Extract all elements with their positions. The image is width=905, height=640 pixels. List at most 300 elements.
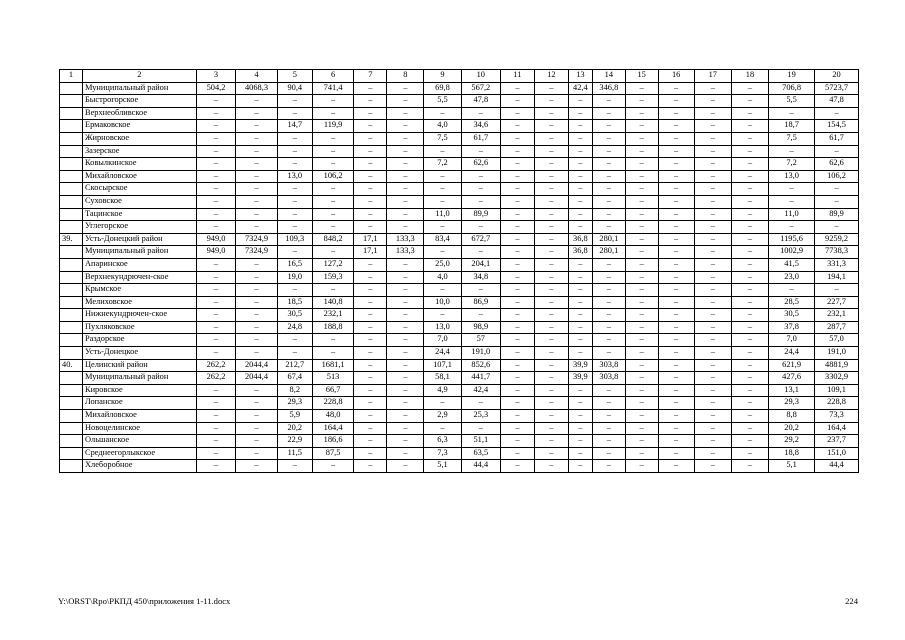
table-cell: –	[501, 107, 535, 120]
table-cell: –	[534, 347, 568, 360]
row-name: Ермаковское	[82, 120, 196, 133]
table-cell: –	[534, 321, 568, 334]
table-cell: –	[658, 183, 694, 196]
table-cell: 66,7	[312, 384, 354, 397]
table-cell: –	[196, 183, 235, 196]
table-cell: –	[731, 384, 768, 397]
row-name: Верхнеобливское	[82, 107, 196, 120]
table-row	[60, 460, 859, 473]
table-cell: 87,5	[312, 447, 354, 460]
column-header: 9	[424, 70, 461, 83]
table-cell: –	[534, 410, 568, 423]
table-cell: –	[769, 221, 815, 234]
table-cell: –	[658, 422, 694, 435]
table-cell: 30,5	[277, 309, 312, 322]
table-cell: –	[534, 460, 568, 473]
table-cell: 5,5	[769, 95, 815, 108]
table-cell: –	[625, 258, 658, 271]
table-cell: –	[534, 221, 568, 234]
table-cell: –	[534, 447, 568, 460]
table-cell: –	[694, 107, 731, 120]
table-cell: –	[501, 82, 535, 95]
table-cell: –	[534, 120, 568, 133]
table-cell: 24,8	[277, 321, 312, 334]
row-name: Михайловское	[82, 170, 196, 183]
row-name: Хлеборобное	[82, 460, 196, 473]
table-cell: –	[501, 95, 535, 108]
table-cell: –	[658, 334, 694, 347]
table-cell: –	[731, 460, 768, 473]
table-cell: 2044,4	[236, 359, 278, 372]
table-cell: 127,2	[312, 258, 354, 271]
table-cell: –	[769, 284, 815, 297]
table-cell: –	[625, 170, 658, 183]
table-cell: –	[501, 410, 535, 423]
table-cell: 2,9	[424, 410, 461, 423]
table-cell: –	[236, 95, 278, 108]
table-cell: –	[694, 95, 731, 108]
column-header: 6	[312, 70, 354, 83]
row-name: Жирновское	[82, 132, 196, 145]
table-cell: 513	[312, 372, 354, 385]
table-cell: –	[592, 384, 625, 397]
table-cell: –	[568, 258, 592, 271]
table-cell: 4,0	[424, 120, 461, 133]
table-cell: –	[501, 158, 535, 171]
table-cell: –	[354, 321, 387, 334]
table-cell: –	[354, 132, 387, 145]
table-cell: –	[731, 221, 768, 234]
table-cell: –	[424, 145, 461, 158]
row-name: Усть-Донецкий район	[82, 233, 196, 246]
table-cell: –	[694, 397, 731, 410]
table-cell: –	[387, 410, 424, 423]
table-row	[60, 208, 859, 221]
table-cell: –	[387, 120, 424, 133]
table-cell: 39,9	[568, 359, 592, 372]
table-cell: 83,4	[424, 233, 461, 246]
table-cell: 228,8	[312, 397, 354, 410]
table-cell: –	[424, 221, 461, 234]
table-cell: –	[312, 246, 354, 259]
table-cell: –	[731, 435, 768, 448]
table-cell: 4,9	[424, 384, 461, 397]
table-cell: –	[196, 145, 235, 158]
table-cell: –	[592, 296, 625, 309]
table-cell: –	[625, 447, 658, 460]
table-cell: –	[731, 170, 768, 183]
table-cell: –	[694, 309, 731, 322]
table-cell: –	[731, 246, 768, 259]
table-cell: 106,2	[312, 170, 354, 183]
table-cell: –	[354, 145, 387, 158]
table-cell: –	[592, 271, 625, 284]
table-row	[60, 120, 859, 133]
row-number	[60, 372, 83, 385]
table-cell: 7,2	[769, 158, 815, 171]
table-cell: –	[354, 208, 387, 221]
table-cell: –	[196, 284, 235, 297]
table-cell: 7324,9	[236, 246, 278, 259]
table-cell: –	[501, 233, 535, 246]
table-cell: –	[236, 120, 278, 133]
table-cell: 5,1	[424, 460, 461, 473]
table-row	[60, 107, 859, 120]
table-cell: –	[501, 334, 535, 347]
table-cell: –	[312, 208, 354, 221]
table-cell: –	[196, 410, 235, 423]
table-cell: 17,1	[354, 233, 387, 246]
table-row	[60, 435, 859, 448]
table-cell: –	[277, 132, 312, 145]
table-row	[60, 309, 859, 322]
table-cell: –	[277, 208, 312, 221]
table-cell: –	[354, 397, 387, 410]
table-cell: –	[658, 435, 694, 448]
table-cell: 47,8	[815, 95, 859, 108]
table-cell: –	[694, 384, 731, 397]
row-number	[60, 208, 83, 221]
table-cell: –	[592, 334, 625, 347]
table-cell: –	[731, 233, 768, 246]
row-name: Верхнекундрючен-ское	[82, 271, 196, 284]
table-cell: –	[501, 435, 535, 448]
table-cell: –	[196, 120, 235, 133]
table-cell: –	[658, 397, 694, 410]
table-cell: 4881,9	[815, 359, 859, 372]
table-cell: –	[501, 284, 535, 297]
table-cell: 133,3	[387, 246, 424, 259]
table-cell: –	[731, 132, 768, 145]
table-cell: –	[731, 258, 768, 271]
table-cell: –	[731, 284, 768, 297]
table-cell: –	[196, 460, 235, 473]
table-cell: 63,5	[461, 447, 500, 460]
column-header: 15	[625, 70, 658, 83]
row-number	[60, 107, 83, 120]
table-cell: –	[625, 397, 658, 410]
table-cell: 44,4	[815, 460, 859, 473]
table-cell: –	[354, 422, 387, 435]
table-cell: –	[424, 309, 461, 322]
table-row	[60, 145, 859, 158]
table-cell: –	[236, 158, 278, 171]
table-cell: –	[387, 95, 424, 108]
table-cell: –	[694, 422, 731, 435]
table-cell: 212,7	[277, 359, 312, 372]
table-cell: –	[815, 195, 859, 208]
table-cell: 109,1	[815, 384, 859, 397]
table-cell: –	[312, 460, 354, 473]
table-cell: 28,5	[769, 296, 815, 309]
table-cell: 89,9	[461, 208, 500, 221]
table-cell: 741,4	[312, 82, 354, 95]
table-cell: –	[769, 183, 815, 196]
table-cell: 287,7	[815, 321, 859, 334]
table-cell: –	[625, 384, 658, 397]
table-cell: –	[568, 195, 592, 208]
table-cell: –	[534, 95, 568, 108]
table-cell: –	[731, 372, 768, 385]
table-cell: –	[694, 296, 731, 309]
table-cell: –	[731, 410, 768, 423]
table-cell: 949,0	[196, 233, 235, 246]
table-cell: 24,4	[769, 347, 815, 360]
table-row	[60, 221, 859, 234]
table-cell: –	[534, 233, 568, 246]
row-name: Новоцелинское	[82, 422, 196, 435]
row-number	[60, 170, 83, 183]
table-cell: –	[236, 145, 278, 158]
table-cell: 164,4	[815, 422, 859, 435]
table-cell: –	[592, 347, 625, 360]
table-cell: 567,2	[461, 82, 500, 95]
table-cell: –	[568, 120, 592, 133]
table-cell: –	[501, 271, 535, 284]
table-cell: 280,1	[592, 233, 625, 246]
table-cell: –	[625, 208, 658, 221]
table-cell: –	[196, 132, 235, 145]
table-cell: –	[658, 170, 694, 183]
table-cell: –	[312, 183, 354, 196]
table-cell: –	[731, 397, 768, 410]
table-cell: –	[694, 410, 731, 423]
table-cell: –	[534, 158, 568, 171]
table-cell: 23,0	[769, 271, 815, 284]
table-cell: –	[534, 258, 568, 271]
table-cell: –	[592, 107, 625, 120]
table-cell: –	[387, 158, 424, 171]
table-cell: –	[534, 271, 568, 284]
table-cell: –	[424, 422, 461, 435]
table-cell: 13,1	[769, 384, 815, 397]
table-row	[60, 334, 859, 347]
table-cell: –	[354, 82, 387, 95]
column-header: 12	[534, 70, 568, 83]
table-cell: –	[461, 195, 500, 208]
table-cell: –	[625, 145, 658, 158]
table-cell: –	[534, 107, 568, 120]
table-cell: 151,0	[815, 447, 859, 460]
table-cell: –	[625, 158, 658, 171]
table-cell: –	[625, 183, 658, 196]
column-header: 16	[658, 70, 694, 83]
table-cell: –	[694, 334, 731, 347]
column-header: 20	[815, 70, 859, 83]
table-cell: –	[387, 145, 424, 158]
table-cell: 7738,3	[815, 246, 859, 259]
table-cell: –	[236, 447, 278, 460]
table-cell: –	[694, 460, 731, 473]
row-name: Раздорское	[82, 334, 196, 347]
table-cell: 14,7	[277, 120, 312, 133]
table-cell: 159,3	[312, 271, 354, 284]
table-cell: 98,9	[461, 321, 500, 334]
table-cell: –	[277, 460, 312, 473]
table-cell: 7,5	[424, 132, 461, 145]
row-name: Углегорское	[82, 221, 196, 234]
table-row	[60, 271, 859, 284]
column-header: 17	[694, 70, 731, 83]
table-cell: –	[592, 221, 625, 234]
table-cell: –	[658, 309, 694, 322]
table-cell: –	[568, 107, 592, 120]
table-cell: –	[694, 195, 731, 208]
table-cell: –	[534, 145, 568, 158]
table-cell: 36,8	[568, 246, 592, 259]
table-cell: 164,4	[312, 422, 354, 435]
column-header: 5	[277, 70, 312, 83]
table-cell: –	[658, 447, 694, 460]
table-cell: –	[501, 296, 535, 309]
table-cell: 106,2	[815, 170, 859, 183]
table-cell: –	[196, 158, 235, 171]
table-cell: –	[658, 258, 694, 271]
table-cell: –	[501, 309, 535, 322]
table-cell: –	[694, 246, 731, 259]
table-cell: –	[592, 422, 625, 435]
table-cell: –	[196, 334, 235, 347]
table-cell: 47,8	[461, 95, 500, 108]
table-cell: 8,8	[769, 410, 815, 423]
row-number	[60, 422, 83, 435]
table-cell: –	[568, 271, 592, 284]
column-header: 4	[236, 70, 278, 83]
table-cell: –	[387, 359, 424, 372]
row-name: Скосырское	[82, 183, 196, 196]
table-cell: –	[534, 384, 568, 397]
table-cell: –	[501, 246, 535, 259]
row-number	[60, 271, 83, 284]
table-cell: –	[658, 384, 694, 397]
table-cell: –	[694, 82, 731, 95]
table-cell: –	[387, 221, 424, 234]
table-cell: 29,2	[769, 435, 815, 448]
table-cell: –	[534, 284, 568, 297]
table-cell: –	[568, 422, 592, 435]
row-number	[60, 347, 83, 360]
column-header: 2	[82, 70, 196, 83]
table-cell: –	[815, 284, 859, 297]
table-cell: –	[236, 221, 278, 234]
table-cell: –	[461, 246, 500, 259]
table-cell: 37,8	[769, 321, 815, 334]
table-cell: 11,0	[769, 208, 815, 221]
table-cell: 62,6	[461, 158, 500, 171]
table-cell: 8,2	[277, 384, 312, 397]
row-number	[60, 132, 83, 145]
table-cell: 7,5	[769, 132, 815, 145]
table-cell: –	[568, 145, 592, 158]
table-cell: 280,1	[592, 246, 625, 259]
table-cell: –	[694, 321, 731, 334]
table-cell: –	[534, 195, 568, 208]
table-cell: –	[625, 372, 658, 385]
table-cell: –	[387, 296, 424, 309]
table-cell: –	[625, 460, 658, 473]
table-row	[60, 258, 859, 271]
row-name: Суховское	[82, 195, 196, 208]
table-cell: –	[625, 233, 658, 246]
table-cell: –	[731, 145, 768, 158]
row-name: Михайловское	[82, 410, 196, 423]
table-cell: –	[461, 422, 500, 435]
table-cell: –	[625, 95, 658, 108]
table-cell: –	[534, 309, 568, 322]
table-cell: –	[534, 132, 568, 145]
table-cell: 119,9	[312, 120, 354, 133]
row-name: Апаринское	[82, 258, 196, 271]
table-cell: 228,8	[815, 397, 859, 410]
table-cell: –	[592, 95, 625, 108]
table-cell: –	[424, 246, 461, 259]
table-cell: –	[354, 284, 387, 297]
row-number	[60, 82, 83, 95]
table-cell: –	[501, 221, 535, 234]
table-cell: –	[312, 95, 354, 108]
table-cell: 109,3	[277, 233, 312, 246]
table-cell: 57,0	[815, 334, 859, 347]
table-cell: –	[625, 271, 658, 284]
table-cell: 7,0	[769, 334, 815, 347]
table-cell: –	[769, 195, 815, 208]
table-cell: 154,5	[815, 120, 859, 133]
table-cell: –	[354, 120, 387, 133]
table-cell: –	[461, 107, 500, 120]
table-row	[60, 170, 859, 183]
table-cell: –	[694, 447, 731, 460]
table-cell: –	[534, 397, 568, 410]
table-cell: 194,1	[815, 271, 859, 284]
table-cell: –	[236, 132, 278, 145]
table-cell: 29,3	[769, 397, 815, 410]
table-cell: –	[534, 359, 568, 372]
table-cell: –	[731, 82, 768, 95]
table-cell: –	[731, 158, 768, 171]
table-cell: –	[534, 422, 568, 435]
table-cell: 25,3	[461, 410, 500, 423]
table-cell: 140,8	[312, 296, 354, 309]
table-cell: –	[568, 397, 592, 410]
table-row	[60, 296, 859, 309]
row-name: Кировское	[82, 384, 196, 397]
table-cell: –	[769, 107, 815, 120]
table-cell: 16,5	[277, 258, 312, 271]
table-cell: 11,5	[277, 447, 312, 460]
table-cell: 10,0	[424, 296, 461, 309]
table-cell: –	[568, 309, 592, 322]
table-cell: –	[424, 195, 461, 208]
table-cell: –	[694, 221, 731, 234]
table-cell: –	[387, 284, 424, 297]
column-header: 13	[568, 70, 592, 83]
table-cell: –	[354, 384, 387, 397]
table-cell: –	[196, 296, 235, 309]
table-cell: –	[625, 296, 658, 309]
table-cell: –	[625, 221, 658, 234]
table-cell: –	[461, 170, 500, 183]
table-cell: –	[592, 158, 625, 171]
table-cell: 29,3	[277, 397, 312, 410]
table-cell: –	[658, 208, 694, 221]
table-cell: –	[387, 258, 424, 271]
table-cell: –	[592, 132, 625, 145]
table-cell: –	[731, 208, 768, 221]
table-cell: –	[236, 384, 278, 397]
table-row	[60, 447, 859, 460]
table-cell: 852,6	[461, 359, 500, 372]
table-cell: –	[312, 145, 354, 158]
